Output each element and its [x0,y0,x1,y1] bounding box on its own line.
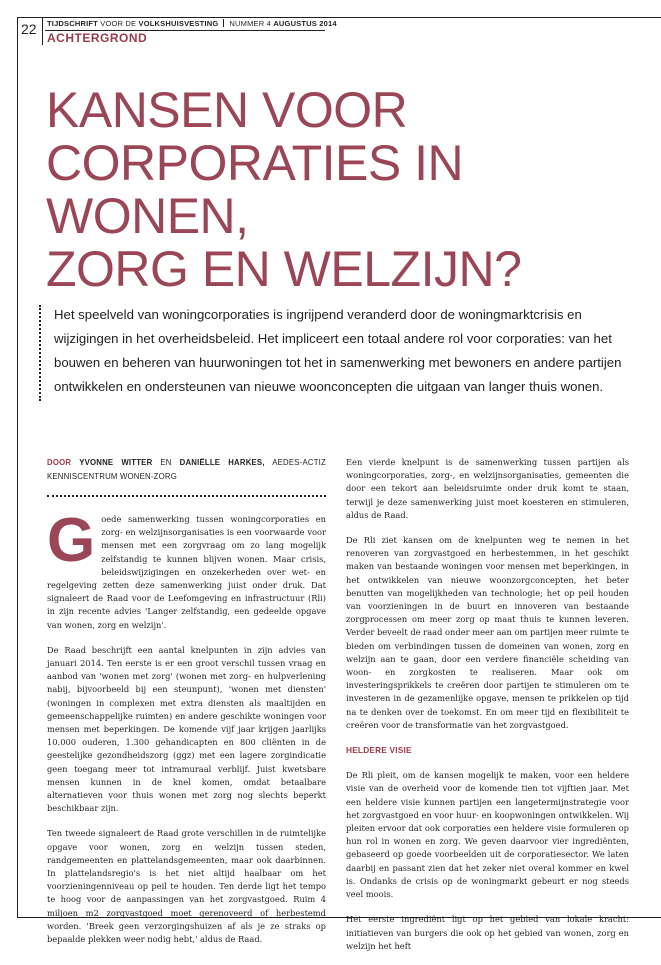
issue-number: NUMMER 4 [229,19,272,28]
paragraph-text: oede samenwerking tussen woningcorporaties en zorg- en welzijnsorganisaties is een voorwaarde voor mensen met een zorgvraag om zo lang mogelijk zelfstandig te kunnen blijven wonen. Maar crisis, beleidswijzigingen en onzekerheden over wet- en regelgeving zetten deze samenwerking juist onder druk. Dat signaleert de Raad voor de Leefomgeving en infrastructuur (Rli) in zijn recente advies 'Langer zelfstandig, een gedeelde opgave van wonen, zorg en welzijn'. [47,514,326,630]
paragraph: De Rli pleit, om de kansen mogelijk te maken, voor een heldere visie van de overheid voor de komende tien tot vijftien jaar. Met een heldere visie kunnen partijen een langetermijnstrategie voor het zorgvastgoed en voor huur- en koopwoningen ontwikkelen. Wij pleiten ervoor dat ook corporaties een heldere visie formuleren op hun rol in wonen en zorg. We geven daarvoor vier ingrediënten, gebaseerd op goede voorbeelden uit de corporatiesector. We laten daarbij en passant zien dat het zeker niet overal kommer en kwel is. Ondanks de crisis op de woningmarkt gebeurt er nog steeds veel moois. [346,770,629,900]
column-left [47,456,326,958]
article-title [46,84,646,296]
byline-dotted-rule [47,495,326,497]
journal-name-part3: VOLKSHUISVESTING [138,19,219,28]
title-line-1: KANSEN VOOR [46,82,408,138]
title-line-2: CORPORATIES IN WONEN, [46,135,464,244]
paragraph [47,506,326,632]
byline-affiliation: AEDES-ACTIZ KENNISCENTRUM WONEN-ZORG [47,458,327,481]
paragraph: Ten tweede signaleert de Raad grote verschillen in de ruimtelijke opgave voor wonen, zorg en welzijn tussen steden, randgemeenten en plattelandsgemeenten, maar ook daarbinnen. In plattelandsregio's is het niet altijd haalbaar om het voorzieningenniveau op peil te houden. Ten derde ligt het tempo te hoog voor de aanpassingen van het zorgvastgoed. Ruim 4 miljoen m2 zorgvastgoed moet gerenoveerd of herbestemd worden. 'Breek geen verzorgingshuizen af als je ze straks op bepaalde plekken weer nodig hebt,' aldus de Raad. [47,828,326,945]
paragraph: De Rli ziet kansen om de knelpunten weg te nemen in het renoveren van zorgvastgoed en herbestemmen, in het geschikt maken van bestaande woningen voor mensen met beperkingen, in het ontwikkelen van nieuwe woonzorgconcepten, het beter benutten van mogelijkheden van technologie; het op peil houden van voorzieningen in de buurt en innoveren van bestaande zorgprocessen om meer zorg op maat thuis te kunnen leveren. Verder beveelt de raad onder meer aan om partijen meer ruimte te bieden om verbindingen tussen de domeinen van wonen, zorg en welzijn aan te gaan, door een verdere financiële scheiding van woon- en zorgkosten te realiseren. Maar ook om investeringsprikkels te creëren door partijen te stimuleren om te investeren in de gezamenlijke opgave, mensen te prikkelen op tijd na te denken over de toekomst. En om meer tijd en flexibiliteit te creëren voor de transformatie van het zorgvastgoed. [346,535,629,730]
journal-separator [223,19,224,27]
journal-name-part2: VOOR DE [97,19,139,28]
page-frame-top [17,17,661,18]
journal-name-part1: TIJDSCHRIFT [47,19,98,28]
title-line-3: ZORG EN WELZIJN? [46,241,522,297]
subheading: HELDERE VISIE [346,745,412,756]
issue-date: AUGUSTUS 2014 [273,19,337,28]
paragraph: De Raad beschrijft een aantal knelpunten in zijn advies van januari 2014. Ten eerste is er een groot verschil tussen vraag en aanbod van 'wonen met zorg' (wonen met zorg- en hulpverlening nabij, bijvoorbeeld bij een steunpunt), 'wonen met diensten' (woningen in complexen met extra diensten als maaltijden en gemeenschappelijke ruimten) en andere geschikte woningen voor mensen met beperkingen. De komende vijf jaar krijgen jaarlijks 10.000 ouderen, 1.300 gehandicapten en 800 cliënten in de geestelijke gezondheidszorg (ggz) met een lagere zorgindicatie geen toegang meer tot intramuraal verblijf. Juist kwetsbare mensen kunnen in de knel komen, omdat betaalbare alternatieven voor thuis wonen met zorg nog slechts beperkt beschikbaar zijn. [47,644,326,814]
article-lead: Het speelveld van woningcorporaties is ingrijpend veranderd door de woningmarktcrisis en wijzigingen in het overheidsbeleid. Het impliceert een totaal andere rol voor corporaties: van het bouwen en beheren van huurwoningen tot het in samenwerking met bewoners en andere partijen ontwikkelen en ondersteunen van nieuwe woonconcepten die uitgaan van langer thuis wonen. [54,307,622,394]
column-right [346,456,629,965]
section-label: ACHTERGROND [47,31,148,45]
drop-cap: G [47,506,96,575]
paragraph: Het eerste ingrediënt ligt op het gebied van lokale kracht: initiatieven van burgers die ook op het gebied van wonen, zorg en welzijn het heft [346,914,629,951]
journal-header [47,19,337,28]
paragraph: Een vierde knelpunt is de samenwerking tussen partijen als woningcorporaties, zorg-, en welzijnsorganisaties, gemeenten die door een tekort aan beleidsruimte onder druk komt te staan, terwijl je deze samenwerking juist moet koesteren en stimuleren, aldus de Raad. [346,457,629,520]
page-frame-left [17,17,18,917]
page-number: 22 [21,21,37,37]
header-divider [42,17,43,45]
byline-door: DOOR [47,458,72,467]
byline-author-2: DANIËLLE HARKES, [179,458,265,467]
byline [47,456,326,483]
lead-dotted-bar [39,305,41,401]
byline-author-1: YVONNE WITTER [79,458,153,467]
byline-and: EN [152,458,180,467]
